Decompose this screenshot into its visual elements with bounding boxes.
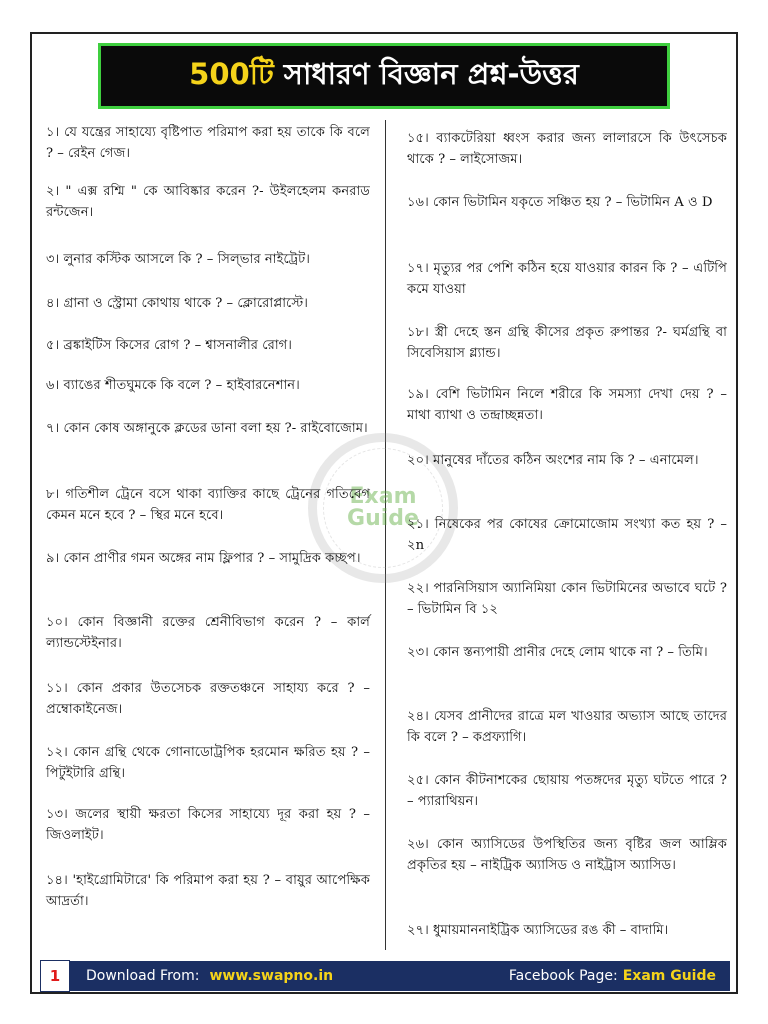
question-24: ২৪। যেসব প্রানীদের রাত্রে মল খাওয়ার অভ্যাস আছে তাদের কি বলে ? – কপ্রফ্যাগি। [407, 709, 727, 745]
question-4: ৪। গ্রানা ও স্ট্রোমা কোথায় থাকে ? – ক্লোরোপ্লাস্টে। [46, 296, 309, 311]
question-5: ৫। ব্রঙ্কাইটিস কিসের রোগ ? – শ্বাসনালীর রোগ। [46, 338, 292, 353]
question-22: ২২। পারনিসিয়াস অ্যানিমিয়া কোন ভিটামিনের অভাবে ঘটে ? – ভিটামিন বি ১২ [407, 581, 727, 617]
question-20: ২০। মানুষের দাঁতের কঠিন অংশের নাম কি ? – এনামেল। [407, 453, 699, 468]
question-13: ১৩। জলের স্থায়ী ক্ষরতা কিসের সাহায্যে দূর করা হয় ? – জিওলাইট। [46, 807, 370, 843]
question-8: ৮। গতিশীল ট্রেনে বসে থাকা ব্যাক্তির কাছে ট্রেনের গতিবেগ কেমন মনে হবে ? – স্থির মনে হবে। [46, 487, 370, 523]
page-footer [40, 960, 730, 992]
page-number: 1 [40, 960, 70, 992]
watermark-line1: Exam [349, 484, 417, 509]
question-23: ২৩। কোন স্তন্যপায়ী প্রানীর দেহে লোম থাকে না ? – তিমি। [407, 645, 708, 660]
question-12: ১২। কোন গ্রন্থি থেকে গোনাডোট্রপিক হরমোন ক্ষরিত হয় ? – পিটুইটারি গ্রন্থি। [46, 745, 370, 781]
title-text: সাধারণ বিজ্ঞান প্রশ্ন-উত্তর [283, 56, 579, 91]
facebook-label: Facebook Page: [508, 968, 618, 984]
question-6: ৬। ব্যাঙের শীতঘুমকে কি বলে ? – হাইবারনেশান। [46, 378, 300, 393]
question-14: ১৪। 'হাইগ্রোমিটারে' কি পরিমাপ করা হয় ? – বায়ুর আপেক্ষিক আদ্রর্তা। [46, 873, 370, 909]
download-label: Download From: [86, 968, 200, 984]
question-19: ১৯। বেশি ভিটামিন নিলে শরীরে কি সমস্যা দেখা দেয় ? – মাথা ব্যাথা ও তন্দ্রাচ্ছন্নতা। [407, 387, 727, 423]
footer-bar [70, 961, 730, 991]
question-26: ২৬। কোন অ্যাসিডের উপস্থিতির জন্য বৃষ্টির জল আম্লিক প্রকৃতির হয় – নাইট্রিক অ্যাসিড ও নাইট্রাস অ্যাসিড। [407, 837, 727, 873]
question-16: ১৬। কোন ভিটামিন যকৃতে সঞ্চিত হয় ? – ভিটামিন A ও D [407, 195, 713, 210]
page-title [98, 43, 670, 109]
question-3: ৩। লুনার কস্টিক আসলে কি ? – সিল্ভার নাইট্রেট। [46, 252, 311, 267]
facebook-page-link[interactable]: Exam Guide [622, 968, 716, 984]
question-1: ১। যে যন্ত্রের সাহায্যে বৃষ্টিপাত পরিমাপ করা হয় তাকে কি বলে ? – রেইন গেজ। [46, 125, 370, 161]
download-link[interactable]: www.swapno.in [209, 968, 334, 984]
question-9: ৯। কোন প্রাণীর গমন অঙ্গের নাম ফ্লিপার ? – সামুদ্রিক কচ্ছপ। [46, 551, 361, 566]
question-7: ৭। কোন কোষ অঙ্গানুকে ক্লডের ডানা বলা হয় ?- রাইবোজোম। [46, 421, 368, 436]
question-11: ১১। কোন প্রকার উতসেচক রক্ততঞ্চনে সাহায্য করে ? –প্রম্বোকাইনেজ। [46, 681, 370, 717]
question-2: ২। " এক্স রশ্মি " কে আবিষ্কার করেন ?- উইলহেলম কনরাড রন্টজেন। [46, 184, 370, 220]
question-25: ২৫। কোন কীটনাশকের ছোয়ায় পতঙ্গদের মৃত্যু ঘটতে পারে ? – প্যারাথিয়ন। [407, 773, 727, 809]
question-17: ১৭। মৃত্যুর পর পেশি কঠিন হয়ে যাওয়ার কারন কি ? – এটিপি কমে যাওয়া [407, 261, 727, 297]
title-number: 500টি [189, 56, 274, 91]
question-10: ১০। কোন বিজ্ঞানী রক্তের শ্রেনীবিভাগ করেন ? – কার্ল ল্যান্ডস্টেইনার। [46, 615, 370, 651]
watermark-line2: Guide [347, 506, 419, 531]
question-18: ১৮। স্ত্রী দেহে স্তন গ্রন্থি কীসের প্রকৃত রুপান্তর ?- ঘর্মগ্রন্থি বা সিবেসিয়াস গ্ল্যান্ড। [407, 325, 727, 361]
question-21: ২১। নিষেকের পর কোষের ক্রোমোজোম সংখ্যা কত হয় ? – ২n [407, 517, 727, 553]
question-27: ২৭। ধুমায়মাননাইট্রিক অ্যাসিডের রঙ কী – বাদামি। [407, 923, 669, 938]
question-15: ১৫। ব্যাকটেরিয়া ধ্বংস করার জন্য লালারসে কি উৎসেচক থাকে ? – লাইসোজম। [407, 131, 727, 167]
